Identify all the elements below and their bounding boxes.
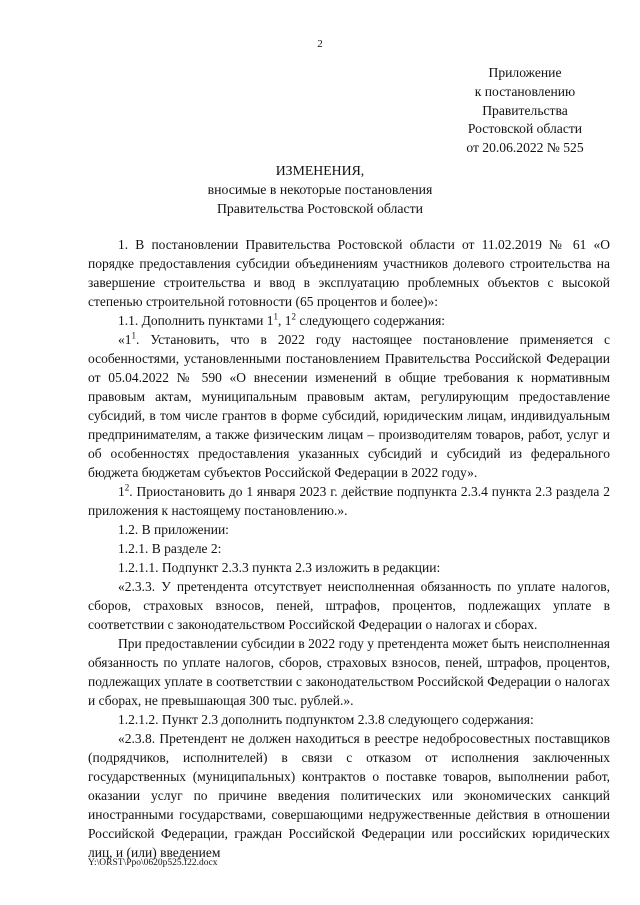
paragraph-text: 1 — [118, 484, 125, 499]
page-number: 2 — [317, 38, 323, 50]
approval-line: от 20.06.2022 № 525 — [466, 140, 584, 156]
superscript: 1 — [273, 311, 279, 322]
approval-line: Приложение — [488, 65, 562, 80]
paragraph-text: . Установить, что в 2022 году настоящее постановление применяется с особенностями, установленными постановлением Правительства Российской Федерации от 05.04.2022 № 590 «О внесении изменений в общие требования к нормативным правовым актам, муниципальным правовым актам, регулирующим предоставление субсидий, в том числе грантов в форме субсидий, юридическим лицам, индивидуальным предпринимателям, а также физическим лицам – производителям товаров, работ, услуг и об особенностях предоставления указанных субсидий и субсидий из федерального бюджета бюджетам субъектов Российской Федерации в 2022 году». — [88, 332, 610, 480]
approval-block — [440, 64, 610, 158]
superscript: 2 — [124, 482, 130, 493]
file-path-footer: Y:\ORST\Ppo\0620p525.f22.docx — [88, 858, 218, 868]
paragraph-text: 1.1. Дополнить пунктами 1 — [118, 313, 274, 328]
paragraph — [88, 482, 610, 520]
superscript: 2 — [291, 311, 297, 322]
paragraph-text: следующего содержания: — [296, 313, 446, 328]
paragraph-text: . Приостановить до 1 января 2023 г. действие подпункта 2.3.4 пункта 2.3 раздела 2 приложения к настоящему постановлению.». — [88, 484, 610, 518]
paragraph — [88, 330, 610, 482]
paragraph: «2.3.3. У претендента отсутствует неисполненная обязанность по уплате налогов, сборов, страховых взносов, пеней, штрафов, процентов, подлежащих уплате в соответствии с законодательством Российской Федерации о налогах и сборах. — [88, 579, 610, 632]
paragraph: 1.2. В приложении: — [118, 522, 229, 537]
paragraph: 1.2.1.1. Подпункт 2.3.3 пункта 2.3 изложить в редакции: — [118, 560, 441, 575]
approval-line: к постановлению — [474, 83, 576, 99]
paragraph-text: , 1 — [278, 313, 292, 328]
approval-line: Ростовской области — [467, 121, 583, 137]
paragraph: 1.2.1.2. Пункт 2.3 дополнить подпунктом 2.3.8 следующего содержания: — [118, 712, 534, 727]
superscript: 1 — [131, 330, 136, 341]
paragraph: 1.2.1. В разделе 2: — [118, 541, 222, 556]
paragraph: 1. В постановлении Правительства Ростовской области от 11.02.2019 № 61 «О порядке предоставления субсидии объединениям участников долевого строительства на завершение строительства и ввод в эксплуатацию проблемных объектов с высокой степенью строительной готовности (65 процентов и более)»: — [88, 237, 610, 309]
document-heading — [0, 161, 640, 218]
paragraph — [88, 311, 610, 330]
heading-subtitle: Правительства Ростовской области — [216, 201, 424, 216]
approval-line: Правительства — [482, 102, 568, 118]
heading-subtitle: вносимые в некоторые постановления — [207, 182, 433, 197]
paragraph-text: «1 — [118, 332, 132, 347]
paragraph: При предоставлении субсидии в 2022 году у претендента может быть неисполненная обязанность по уплате налогов, сборов, страховых взносов, пеней, штрафов, процентов, подлежащих уплате в соответствии с законодательством Российской Федерации о налогах и сборах, не превышающая 300 тыс. рублей.». — [88, 636, 610, 708]
document-body — [88, 235, 610, 862]
heading-title: ИЗМЕНЕНИЯ, — [275, 163, 365, 178]
paragraph: «2.3.8. Претендент не должен находиться в реестре недобросовестных поставщиков (подрядчиков, исполнителей) в связи с отказом от исполнения заключенных государственных (муниципальных) контрактов о поставке товаров, выполнении работ, оказании услуг по причине введения политических или экономических санкций иностранными государствами, совершающими недружественные действия в отношении Российской Федерации, граждан Российской Федерации или российских юридических лиц, и (или) введением — [88, 731, 610, 860]
